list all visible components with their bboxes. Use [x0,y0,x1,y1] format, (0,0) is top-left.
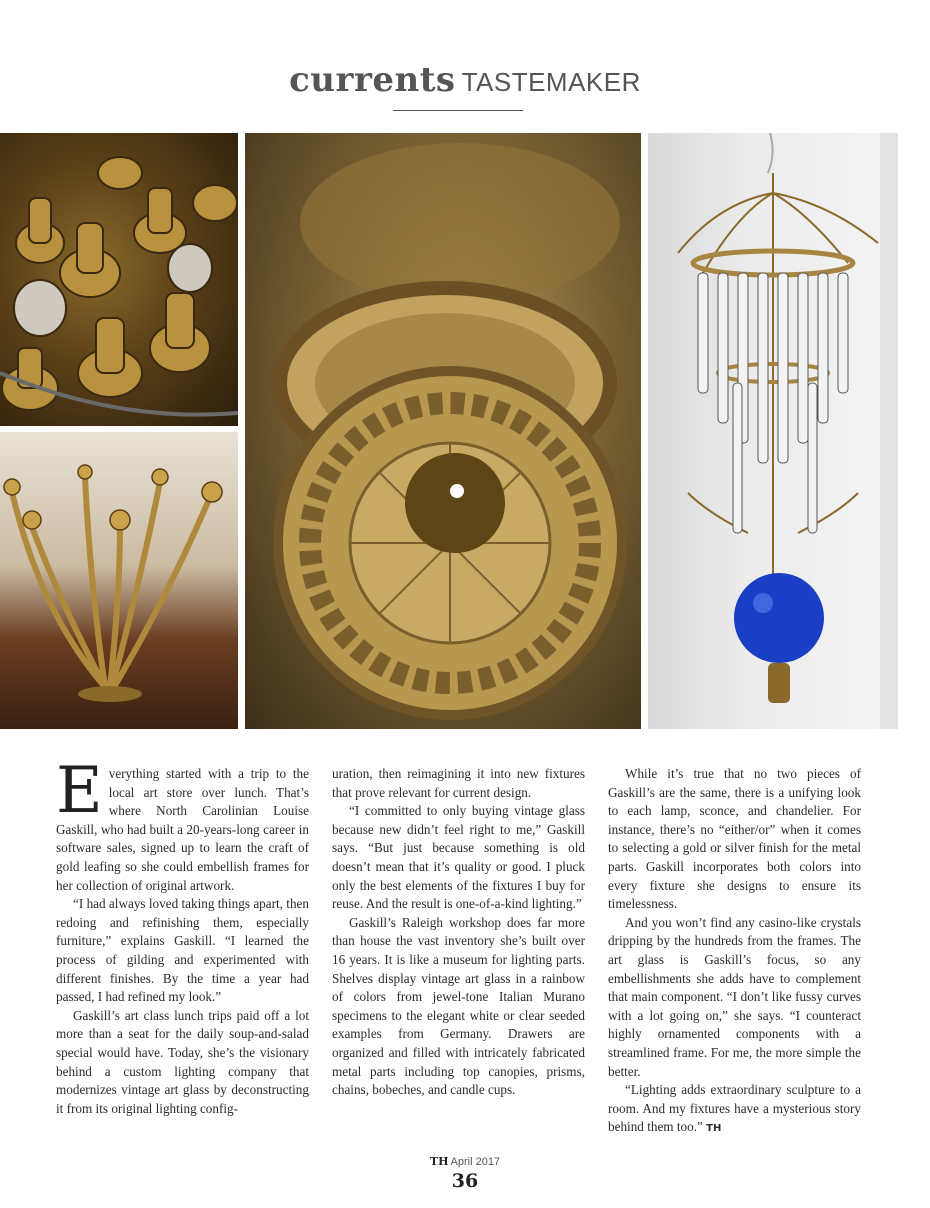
end-mark: TH [706,1123,722,1135]
paragraph: uration, then reimagining it into new fixtures that prove relevant for current design. [332,766,585,800]
paragraph: Gaskill’s Raleigh workshop does far more than house the vast inventory she’s built over 16 years. It is like a museum for lighting parts. Shelves display vintage art glass in a rainbow of colors from jewel-tone Italian Murano specimens to the elegant white or clear seeded examples from Germany. Drawers are organized and filled with intricately fabricated metal parts including top canopies, prisms, chains, bobeches, and candle cups. [332,914,585,1098]
paragraph: Gaskill’s art class lunch trips paid off a lot more than a seat for the daily soup-and-salad special would have. Today, she’s the visionary behind a custom lighting company that modernizes vintage art glass by deconstructing it from its original lighting config- [56,1007,309,1116]
paragraph-text: verything started with a trip to the local art store over lunch. That’s where North Carolinian Louise Gaskill, who had built a 20-years-long career in software sales, signed up to learn the craft of gold leafing so she could embellish frames for her collection of original artwork. [56,766,309,893]
section-subtitle: TASTEMAKER [461,67,641,97]
drop-cap: E [56,754,103,828]
paragraph [608,1081,861,1139]
page-footer [0,1152,930,1192]
paragraph: “I had always loved taking things apart, then redoing and refinishing them, especially furniture,” explains Gaskill. “I learned the process of gilding and experimented with different finishes. By the time a year had passed, I had refined my look.” [56,896,309,1005]
page-number: 36 [451,1170,479,1192]
magazine-logo: TH [429,1155,449,1168]
paragraph [56,754,309,895]
paragraph: And you won’t find any casino-like crystals dripping by the hundreds from the frames. The art glass is Gaskill’s focus, so any embellishments she adds have to complement that main component. “I don’t like fussy curves with a lot going on,” she says. “I counteract highly ornamented components with a streamlined frame. For me, the more simple the better. [608,914,861,1079]
article-column-1 [56,754,309,1118]
page-header [0,60,930,100]
header-rule [393,110,523,111]
article-column-2 [332,765,585,1100]
photo-brass-bobeche [245,133,641,729]
photo-chandelier [648,133,898,729]
paragraph: “I committed to only buying vintage glass because new didn’t feel right to me,” Gaskill says. “But just because something is old doesn’t mean that it’s quality or good. I pluck only the best elements of the fixtures I buy for reuse. And the result is one-of-a-kind lighting.” [332,803,585,912]
photo-brass-parts [0,133,238,426]
paragraph-text: “Lighting adds extraordinary sculpture to a room. And my fixtures have a mysterious story behind them too.” [608,1082,861,1135]
section-title: currents [289,60,456,100]
paragraph: While it’s true that no two pieces of Gaskill’s are the same, there is a unifying look to each lamp, sconce, and chandelier. For instance, there’s no “either/or” when it comes to selecting a gold or silver finish for the metal parts. Gaskill incorporates both colors into every fixture she designs to ensure its timelessness. [608,766,861,912]
issue-date: April 2017 [450,1156,501,1168]
photo-brass-arms [0,432,238,729]
article-column-3 [608,765,861,1139]
